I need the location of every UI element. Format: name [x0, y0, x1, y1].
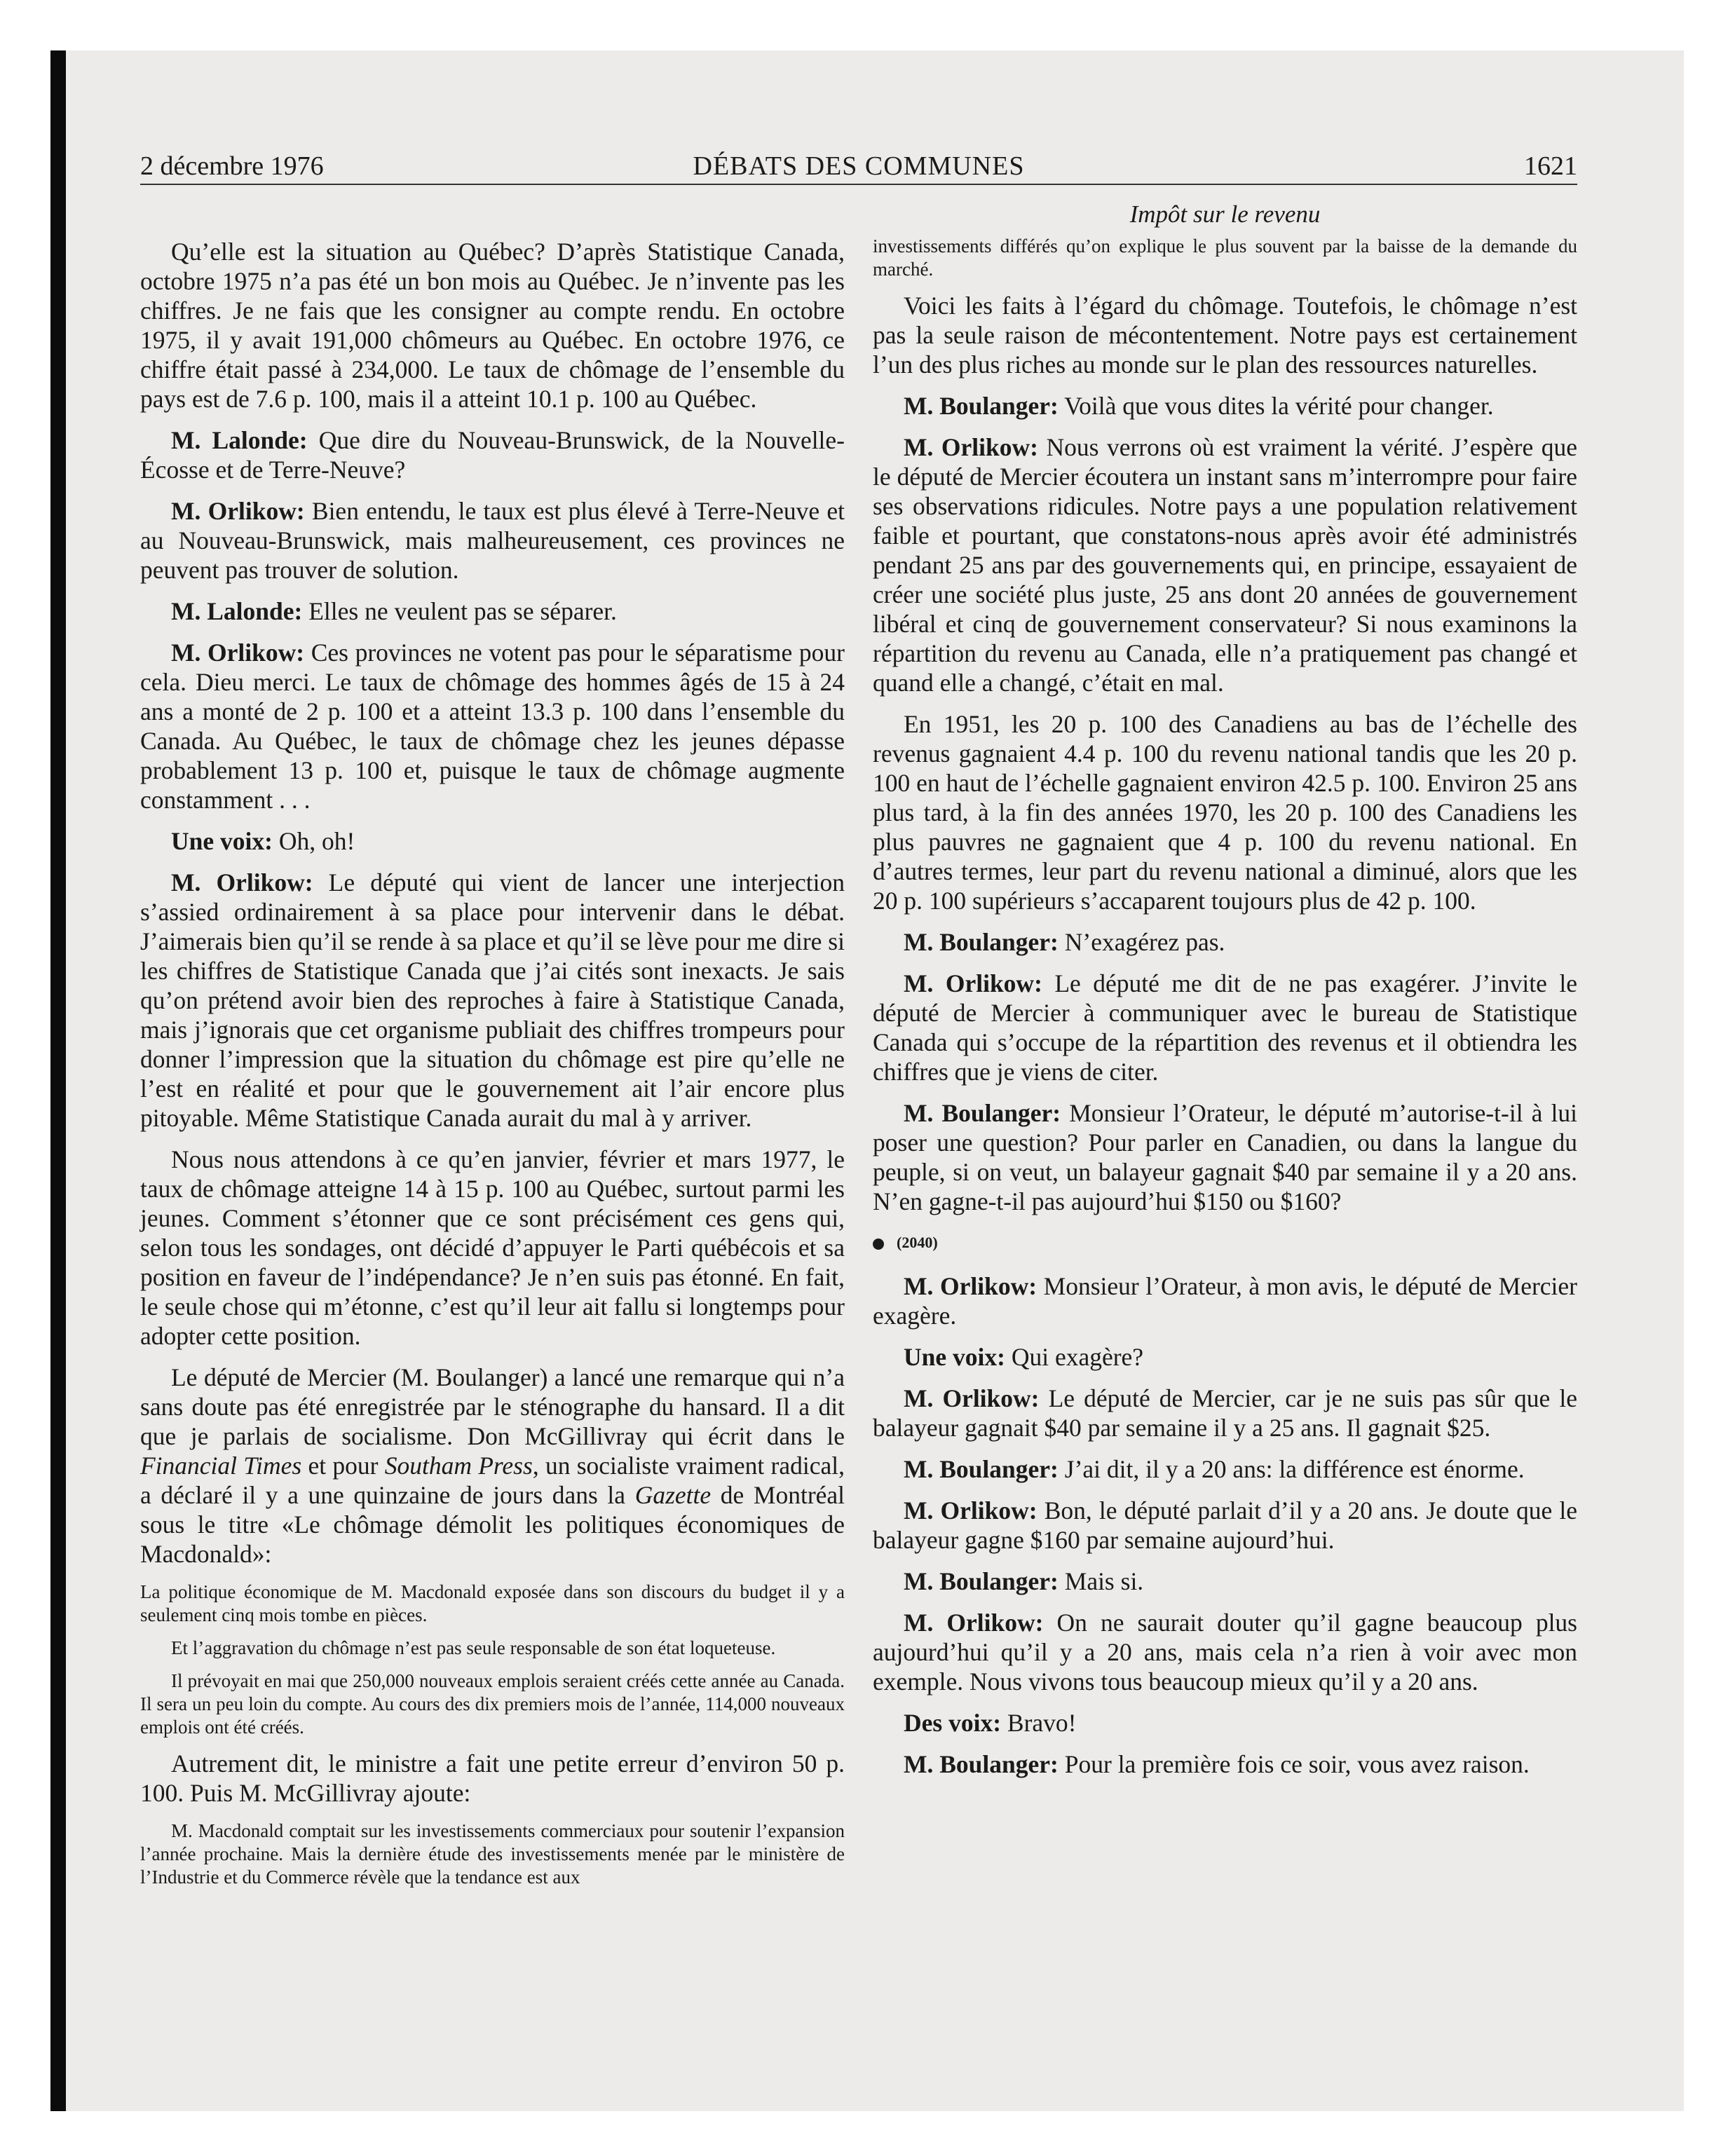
block-quote: Il prévoyait en mai que 250,000 nouveaux emplois seraient créés cette année au Canada. Il sera un peu loin du compte. Au cours des dix premiers mois de l’année, 114,000 nouveaux emplois ont été créés. [140, 1670, 845, 1738]
running-head: Impôt sur le revenu [1129, 200, 1321, 228]
binding-edge [50, 50, 66, 2111]
paragraph [873, 969, 1577, 1086]
block-quote: La politique économique de M. Macdonald exposée dans son discours du budget il y a seulement cinq mois tombe en pièces. [140, 1581, 845, 1625]
speech-text: Mais si. [1064, 1567, 1144, 1595]
time-marker [873, 1228, 1577, 1257]
speaker: M. Orlikow: [171, 497, 305, 525]
paragraph [873, 391, 1577, 421]
speaker: M. Boulanger: [904, 1455, 1059, 1483]
paragraph [873, 1708, 1577, 1738]
paragraph [873, 1608, 1577, 1696]
speech-text: Bravo! [1007, 1709, 1077, 1737]
speaker: M. Orlikow: [904, 1496, 1037, 1524]
speaker: M. Orlikow: [904, 1609, 1044, 1637]
publication-title: Southam Press [384, 1452, 533, 1480]
speaker: M. Orlikow: [171, 639, 305, 667]
text-run: et pour [308, 1452, 379, 1480]
page-header [140, 144, 1577, 186]
speaker: Une voix: [904, 1343, 1005, 1371]
block-quote: Et l’aggravation du chômage n’est pas seule responsable de son état loqueteuse. [171, 1637, 776, 1658]
paragraph [873, 1384, 1577, 1442]
speaker: M. Boulanger: [904, 1750, 1059, 1778]
page-number: 1621 [1524, 151, 1577, 181]
right-column [873, 200, 1577, 1791]
speech-text: Qui exagère? [1011, 1343, 1144, 1371]
paragraph [873, 1567, 1577, 1596]
paragraph [140, 596, 845, 626]
speech-text: N’exagérez pas. [1064, 928, 1225, 956]
paragraph: Voici les faits à l’égard du chômage. Toutefois, le chômage n’est pas la seule raison de mécontentement. Notre pays est certainement l’un des plus riches au monde sur le plan des ressources naturelles. [873, 292, 1577, 378]
paragraph [873, 1342, 1577, 1372]
header-rule [140, 184, 1577, 185]
speech-text: Pour la première fois ce soir, vous avez raison. [1064, 1750, 1530, 1778]
speaker: M. Lalonde: [171, 597, 303, 625]
speech-text: J’ai dit, il y a 20 ans: la différence est énorme. [1064, 1455, 1525, 1483]
header-title: DÉBATS DES COMMUNES [693, 151, 1025, 181]
speech-text: Monsieur l’Orateur, le député m’autorise-t-il à lui poser une question? Pour parler en Canadien, ou dans la langue du peuple, si on veut, un balayeur gagnait $40 par semaine il y a 20 ans. N’en gagne-t-il pas aujourd’hui $150 ou $160? [873, 1099, 1578, 1215]
speech-text: Ces provinces ne votent pas pour le séparatisme pour cela. Dieu merci. Le taux de chômage des hommes âgés de 15 à 24 ans a monté de 2 p. 100 et a atteint 13.3 p. 100 dans l’ensemble du Canada. Au Québec, le taux de chômage chez les jeunes dépasse probablement 13 p. 100 et, puisque le taux de chômage augmente constamment . . . [140, 639, 845, 814]
speaker: M. Boulanger: [904, 1099, 1061, 1127]
paragraph: Nous nous attendons à ce qu’en janvier, février et mars 1977, le taux de chômage atteigne 14 à 15 p. 100 au Québec, surtout parmi les jeunes. Comment s’étonner que ce sont précisément ces gens qui, selon tous les sondages, ont décidé d’appuyer le Parti québécois et sa position en faveur de l’indépendance? Je n’en suis pas étonné. En fait, le seule chose qui m’étonne, c’est qu’il leur ait fallu si longtemps pour adopter cette position. [140, 1145, 845, 1350]
paragraph [140, 868, 845, 1133]
paragraph [140, 826, 845, 856]
paragraph: En 1951, les 20 p. 100 des Canadiens au bas de l’échelle des revenus gagnaient 4.4 p. 100 du revenu national tandis que les 20 p. 100 en haut de l’échelle gagnaient environ 42.5 p. 100. Environ 25 ans plus tard, à la fin des années 1970, les 20 p. 100 des Canadiens les plus pauvres ne gagnaient que 4 p. 100 du revenu national. En d’autres termes, leur part du revenu national a diminué, alors que les 20 p. 100 supérieurs s’accaparent toujours plus de 42 p. 100. [873, 710, 1577, 915]
speaker: M. Boulanger: [904, 392, 1059, 420]
speech-text: Nous verrons où est vraiment la vérité. J’espère que le député de Mercier écoutera un instant sans m’interrompre pour faire ses observations ridicules. Notre pays a une population relativement faible et pourtant, que constatons-nous après avoir été administrés pendant 25 ans par des gouvernements qui, en principe, essayaient de créer une société plus juste, 25 ans dont 20 années de gouvernement libéral et cinq de gouvernement conservateur? Si nous examinons la répartition du revenu au Canada, elle n’a pratiquement pas changé et quand elle a changé, c’était en mal. [873, 433, 1578, 697]
speaker: M. Orlikow: [904, 969, 1042, 997]
speech-text: Voilà que vous dites la vérité pour changer. [1064, 392, 1494, 420]
speaker: M. Orlikow: [904, 1384, 1040, 1412]
speech-text: On ne saurait douter qu’il gagne beaucoup plus aujourd’hui qu’il y a 20 ans, mais cela n’a rien à voir avec mon exemple. Nous vivons tous beaucoup mieux qu’il y a 20 ans. [873, 1609, 1577, 1696]
time-marker-text: (2040) [897, 1234, 938, 1251]
speaker: M. Orlikow: [904, 433, 1038, 461]
paragraph [873, 927, 1577, 957]
paragraph [873, 1454, 1577, 1484]
speaker: Des voix: [904, 1709, 1002, 1737]
speech-text: Bon, le député parlait d’il y a 20 ans. Je doute que le balayeur gagne $160 par semaine aujourd’hui. [873, 1496, 1578, 1554]
speaker: M. Boulanger: [904, 928, 1059, 956]
publication-title: Financial Times [140, 1452, 302, 1480]
paragraph [140, 425, 845, 484]
speaker: M. Orlikow: [171, 868, 313, 896]
speech-text: Le député me dit de ne pas exagérer. J’invite le député de Mercier à communiquer avec le bureau de Statistique Canada qui s’occupe de la répartition des revenus et il obtiendra les chiffres que je viens de citer. [873, 969, 1578, 1086]
paragraph [140, 638, 845, 814]
paragraph [140, 496, 845, 585]
speech-text: Le député de Mercier, car je ne suis pas sûr que le balayeur gagnait $40 par semaine il y a 25 ans. Il gagnait $25. [873, 1384, 1577, 1442]
left-column [140, 237, 845, 1899]
text-run: de Montréal sous le titre «Le chômage démolit les politiques économiques de Macdonald»: [140, 1481, 845, 1568]
speaker: M. Orlikow: [904, 1272, 1037, 1300]
paragraph [873, 432, 1577, 697]
paragraph [873, 1098, 1577, 1216]
publication-title: Gazette [634, 1481, 712, 1509]
speaker: M. Boulanger: [904, 1567, 1059, 1595]
speech-text: Que dire du Nouveau-Brunswick, de la Nouvelle-Écosse et de Terre-Neuve? [140, 426, 845, 484]
paragraph: Autrement dit, le ministre a fait une petite erreur d’environ 50 p. 100. Puis M. McGillivray ajoute: [140, 1749, 845, 1807]
paragraph [140, 1363, 845, 1569]
speech-text: Le député qui vient de lancer une interjection s’assied ordinairement à sa place pour intervenir dans le débat. J’aimerais bien qu’il se rende à sa place et qu’il se lève pour me dire si les chiffres de Statistique Canada que j’ai cités sont inexacts. Je sais qu’on prétend avoir bien des reproches à faire à Statistique Canada, mais j’ignorais que cet organisme publiait des chiffres trompeurs pour donner l’impression que la situation du chômage est pire qu’elle ne l’est en réalité et pour que le gouvernement ait l’air encore plus pitoyable. Même Statistique Canada aurait du mal à y arriver. [140, 868, 845, 1132]
block-quote: M. Macdonald comptait sur les investissements commerciaux pour soutenir l’expansion l’année prochaine. Mais la dernière étude des investissements menée par le ministère de l’Industrie et du Commerce révèle que la tendance est aux [140, 1820, 845, 1888]
paragraph [873, 1749, 1577, 1779]
block-quote: investissements différés qu’on explique le plus souvent par la baisse de la demande du marché. [873, 236, 1577, 280]
speech-text: Elles ne veulent pas se séparer. [308, 597, 617, 625]
header-date: 2 décembre 1976 [140, 151, 324, 181]
speaker: Une voix: [171, 827, 273, 855]
paragraph: Qu’elle est la situation au Québec? D’après Statistique Canada, octobre 1975 n’a pas été un bon mois au Québec. Je n’invente pas les chiffres. Je ne fais que les consigner au compte rendu. En octobre 1975, il y avait 191,000 chômeurs au Québec. En octobre 1976, ce chiffre était passé à 234,000. Le taux de chômage de l’ensemble du pays est de 7.6 p. 100, mais il a atteint 10.1 p. 100 au Québec. [140, 238, 845, 413]
speaker: M. Lalonde: [171, 426, 308, 454]
speech-text: Monsieur l’Orateur, à mon avis, le député de Mercier exagère. [873, 1272, 1578, 1330]
text-run: , un socialiste vraiment radical, a déclaré il y a une quinzaine de jours dans la [140, 1452, 845, 1509]
paragraph [873, 1271, 1577, 1330]
bullet-icon [873, 1239, 884, 1250]
paragraph [873, 1496, 1577, 1555]
text-run: Le député de Mercier (M. Boulanger) a lancé une remarque qui n’a sans doute pas été enregistrée par le sténographe du hansard. Il a dit que je parlais de socialisme. Don McGillivray qui écrit dans le [140, 1363, 845, 1450]
speech-text: Bien entendu, le taux est plus élevé à Terre-Neuve et au Nouveau-Brunswick, mais malheureusement, ces provinces ne peuvent pas trouver de solution. [140, 497, 845, 584]
speech-text: Oh, oh! [278, 827, 355, 855]
